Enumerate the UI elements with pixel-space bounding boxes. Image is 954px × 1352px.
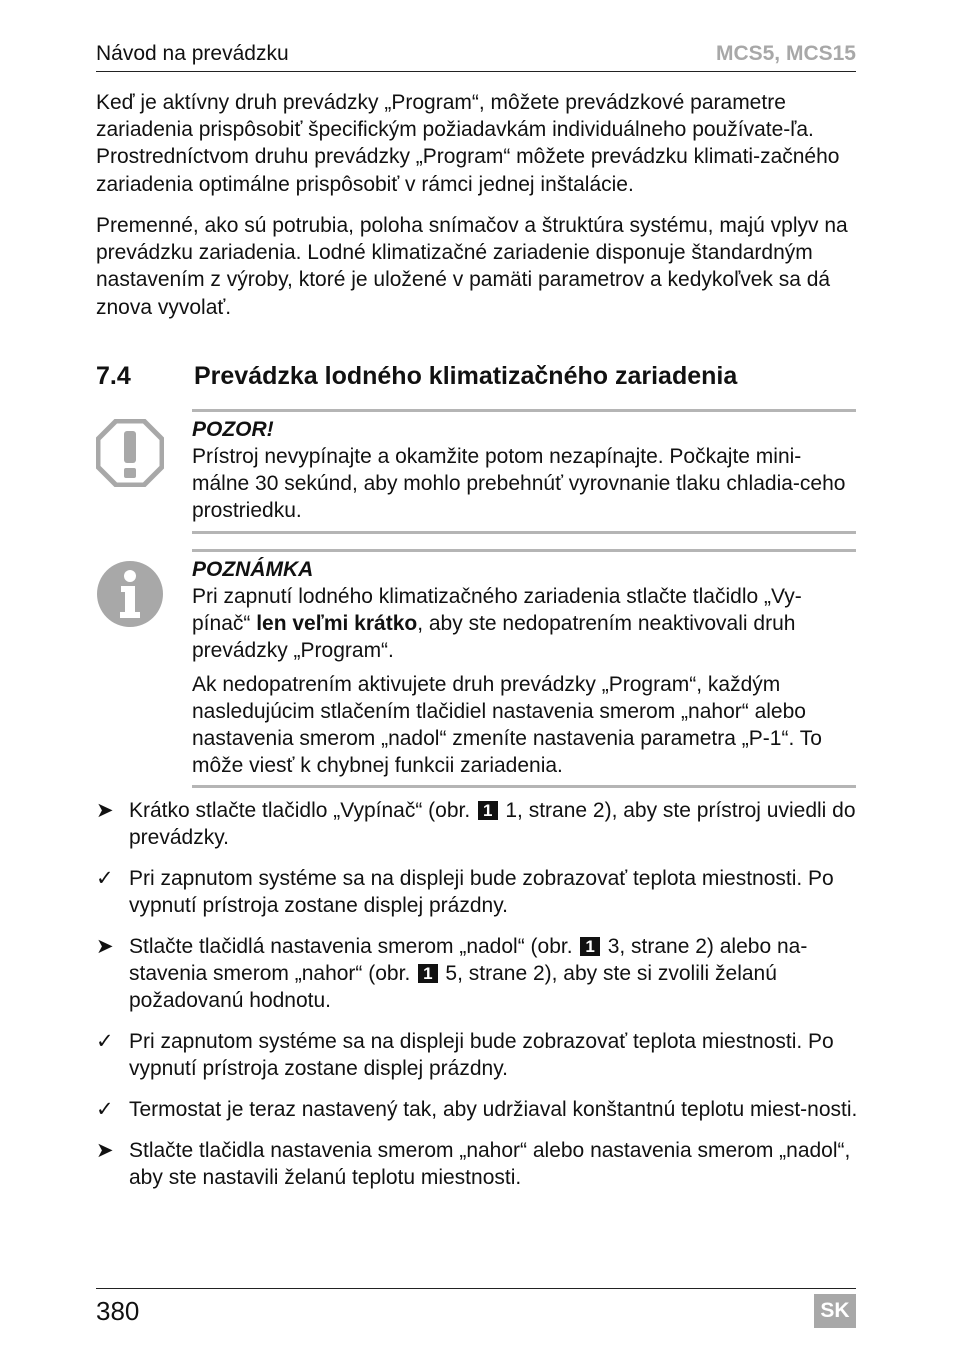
list-item xyxy=(96,1028,858,1082)
intro-paragraph-2: Premenné, ako sú potrubia, poloha snímačov a štruktúra systému, majú vplyv na prevádzku zariadenia. Lodné klimatizačné zariadenie disponuje štandardným nastavením z výroby, ktoré je uložené v pamäti parametrov a kedykoľvek sa dá znova vyvolať. xyxy=(96,214,848,319)
page-footer xyxy=(96,1288,856,1326)
note-text-1 xyxy=(192,583,856,671)
language-badge: SK xyxy=(814,1294,856,1328)
page-header xyxy=(96,40,856,72)
info-icon xyxy=(96,560,164,628)
list-item xyxy=(96,1137,858,1191)
step-text: Stlačte tlačidla nastavenia smerom „nahor“ alebo nastavenia smerom „nadol“, aby ste nastavili želanú teplotu miestnosti. xyxy=(129,1138,851,1189)
step-text: 5, strane 2), aby ste si zvolili želanú požadovanú hodnotu. xyxy=(129,962,777,1013)
note-text-1-post: , aby ste nedopatrením neaktivovali druh prevádzky „Program“. xyxy=(192,612,796,663)
arrow-icon: ➤ xyxy=(96,799,114,822)
note-text-1-pre: Pri zapnutí lodného klimatizačného zariadenia stlačte tlačidlo „Vy-pínač“ xyxy=(192,585,802,636)
page-number: 380 xyxy=(96,1296,140,1326)
section-heading xyxy=(96,362,737,391)
warning-text: Prístroj nevypínajte a okamžite potom nezapínajte. Počkajte mini-málne 30 sekúnd, aby mohlo prebehnúť vyrovnanie tlaku chladia-ceho prostriedku. xyxy=(192,445,846,523)
step-text: Stlačte tlačidlá nastavenia smerom „nadol“ (obr. xyxy=(129,934,579,958)
header-models: MCS5, MCS15 xyxy=(715,42,856,65)
step-text: Krátko stlačte tlačidlo „Vypínač“ (obr. xyxy=(129,799,477,822)
section-number: 7.4 xyxy=(96,362,131,390)
step-text: 1, strane 2), aby ste prístroj uviedli do prevádzky. xyxy=(129,799,856,850)
header-title: Návod na prevádzku xyxy=(96,42,289,65)
note-title: POZNÁMKA xyxy=(192,558,314,581)
section-title: Prevádzka lodného klimatizačného zariadenia xyxy=(194,362,738,390)
arrow-icon: ➤ xyxy=(96,1138,114,1162)
list-item xyxy=(96,865,858,919)
note-box xyxy=(192,549,856,788)
intro-paragraph-1: Keď je aktívny druh prevádzky „Program“, môžete prevádzkové parametre zariadenia prispôsobiť špecifickým požiadavkám individuálneho používate-ľa. Prostredníctvom druhu prevádzky „Program“ môžete prevádzku klimati-začného zariadenia optimálne prispôsobiť v rámci jednej inštalácie. xyxy=(96,91,840,196)
check-icon: ✓ xyxy=(96,866,114,890)
exclamation-octagon-icon xyxy=(96,419,164,487)
warning-box xyxy=(192,409,856,534)
figure-ref-badge: 1 xyxy=(478,801,497,820)
list-item xyxy=(96,1096,858,1123)
figure-ref-badge: 1 xyxy=(580,937,599,956)
arrow-icon: ➤ xyxy=(96,934,114,958)
step-text: Pri zapnutom systéme sa na displeji bude zobrazovať teplota miestnosti. Po vypnutí prístroja zostane displej prázdny. xyxy=(129,1029,834,1081)
step-text: Pri zapnutom systéme sa na displeji bude zobrazovať teplota miestnosti. Po vypnutí prístroja zostane displej prázdny. xyxy=(129,866,834,918)
check-icon: ✓ xyxy=(96,1029,114,1053)
note-text-1-bold: len veľmi krátko xyxy=(256,612,418,636)
note-text-2: Ak nedopatrením aktivujete druh prevádzky „Program“, každým nasledujúcim stlačením tlačidiel nastavenia smerom „nahor“ alebo nastavenia smerom „nadol“ zmeníte nastavenia parametra „P-1“. To môže viesť k chybnej funkcii zariadenia. xyxy=(192,672,822,778)
note-rule-bottom xyxy=(192,785,856,788)
check-icon: ✓ xyxy=(96,1097,114,1121)
step-text: 3, strane 2) alebo na-stavenia smerom „nahor“ (obr. xyxy=(129,934,808,986)
warning-title: POZOR! xyxy=(192,418,274,441)
list-item xyxy=(96,933,858,1015)
step-text: Termostat je teraz nastavený tak, aby udržiaval konštantnú teplotu miest-nosti. xyxy=(129,1097,858,1121)
note-rule-top xyxy=(192,549,856,552)
warning-rule-top xyxy=(192,409,856,412)
step-list xyxy=(96,797,858,1204)
warning-rule-bottom xyxy=(192,531,856,534)
list-item xyxy=(96,797,858,851)
figure-ref-badge: 1 xyxy=(418,964,437,983)
